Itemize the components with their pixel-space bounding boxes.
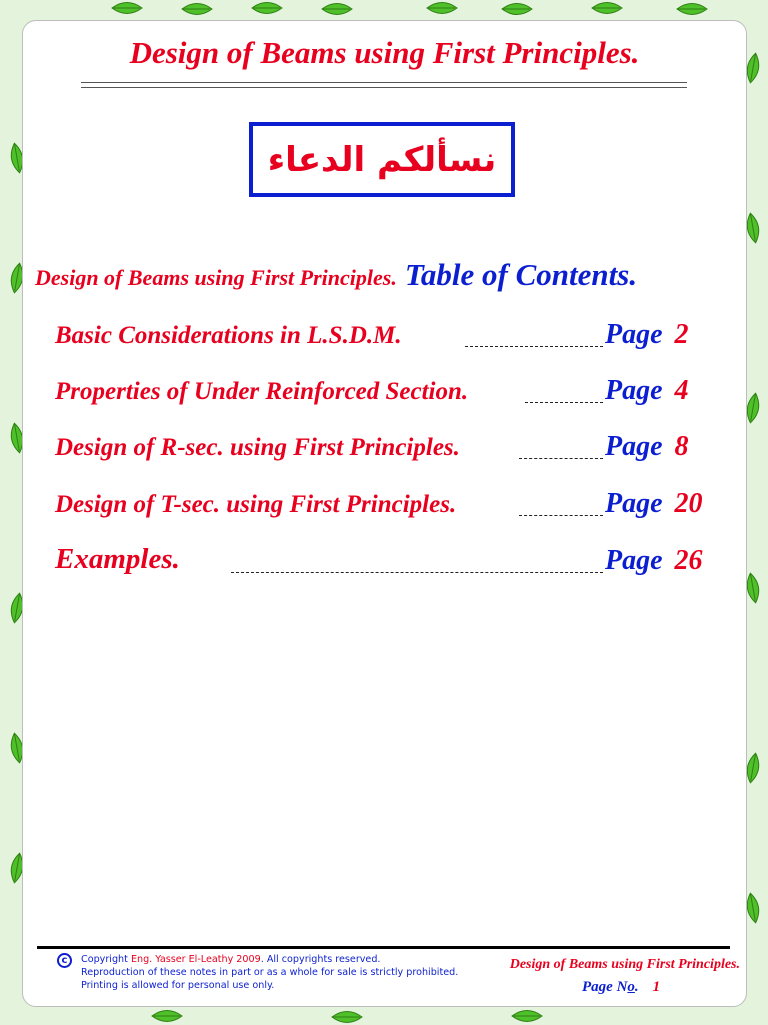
leaf-icon (250, 0, 284, 16)
leaf-icon (590, 0, 624, 16)
toc-entry-label: Examples. (55, 543, 180, 575)
footer-page-label: Page N (582, 979, 628, 995)
copyright-line-1 (81, 953, 458, 966)
page-word: Page (605, 488, 663, 519)
page-number: 2 (674, 319, 689, 350)
copyright-author: Eng. Yasser El-Leathy 2009 (130, 954, 261, 965)
toc-entry[interactable] (55, 316, 735, 356)
leaf-icon (510, 1008, 544, 1024)
footer-doc-title: Design of Beams using First Principles. (509, 957, 740, 972)
toc-entry-label: Basic Considerations in L.S.D.M. (55, 322, 402, 349)
toc-leader-dots (519, 458, 603, 459)
page-word: Page (605, 375, 663, 406)
toc-leader-dots (465, 346, 603, 347)
toc-entry[interactable] (55, 372, 735, 412)
copyright-line-3: Printing is allowed for personal use only. (81, 980, 275, 991)
copyright-icon: c (57, 953, 72, 968)
toc-entry-label: Design of R-sec. using First Principles. (55, 434, 460, 461)
toc-entry-label: Design of T-sec. using First Principles. (55, 491, 457, 518)
toc-leader-dots (525, 402, 603, 403)
copyright-line-2: Reproduction of these notes in part or as a whole for sale is strictly prohibited. (81, 967, 459, 978)
toc-leader-dots (519, 515, 603, 516)
page-number: 20 (674, 488, 703, 519)
title-rule-bottom (81, 87, 687, 88)
page-number: 8 (674, 431, 689, 462)
copyright-prefix: Copyright (81, 954, 128, 965)
page-title: Design of Beams using First Principles. (129, 35, 640, 70)
copyright-rights: . All copyrights reserved. (260, 954, 381, 965)
document-page (22, 20, 747, 1007)
leaf-icon (180, 1, 214, 17)
toc-subtitle: Design of Beams using First Principles. (35, 265, 397, 290)
toc-heading (35, 257, 637, 293)
toc-entry-page (605, 319, 689, 351)
toc-title: Table of Contents. (404, 257, 638, 292)
toc-entry-page (605, 488, 703, 520)
footer-page-value: 1 (652, 979, 661, 995)
toc-entry-page (605, 545, 703, 577)
page-word: Page (605, 545, 663, 576)
leaf-icon (150, 1008, 184, 1024)
toc-entry-page (605, 375, 689, 407)
toc-leader-dots (231, 572, 603, 573)
footer-rule (37, 946, 730, 949)
footer-page-number (582, 979, 660, 996)
leaf-icon (320, 1, 354, 17)
page-word: Page (605, 319, 663, 350)
leaf-icon (500, 1, 534, 17)
page-number: 4 (674, 375, 689, 406)
toc-entry[interactable] (55, 542, 735, 582)
leaf-icon (330, 1009, 364, 1025)
leaf-icon (110, 0, 144, 16)
page-word: Page (605, 431, 663, 462)
toc-entry[interactable] (55, 485, 735, 525)
leaf-icon (675, 1, 709, 17)
copyright-notice (81, 953, 458, 992)
toc-entry-page (605, 431, 689, 463)
arabic-text-box (249, 122, 515, 197)
toc-entry[interactable] (55, 428, 735, 468)
toc-entry-label: Properties of Under Reinforced Section. (55, 378, 469, 405)
footer-page-label-dot: . (634, 979, 639, 995)
page-number: 26 (674, 545, 703, 576)
footer-page-label-o: o (627, 979, 635, 995)
title-rule-top (81, 82, 687, 83)
arabic-text: نسألكم الدعاء (267, 139, 497, 180)
leaf-icon (425, 0, 459, 16)
